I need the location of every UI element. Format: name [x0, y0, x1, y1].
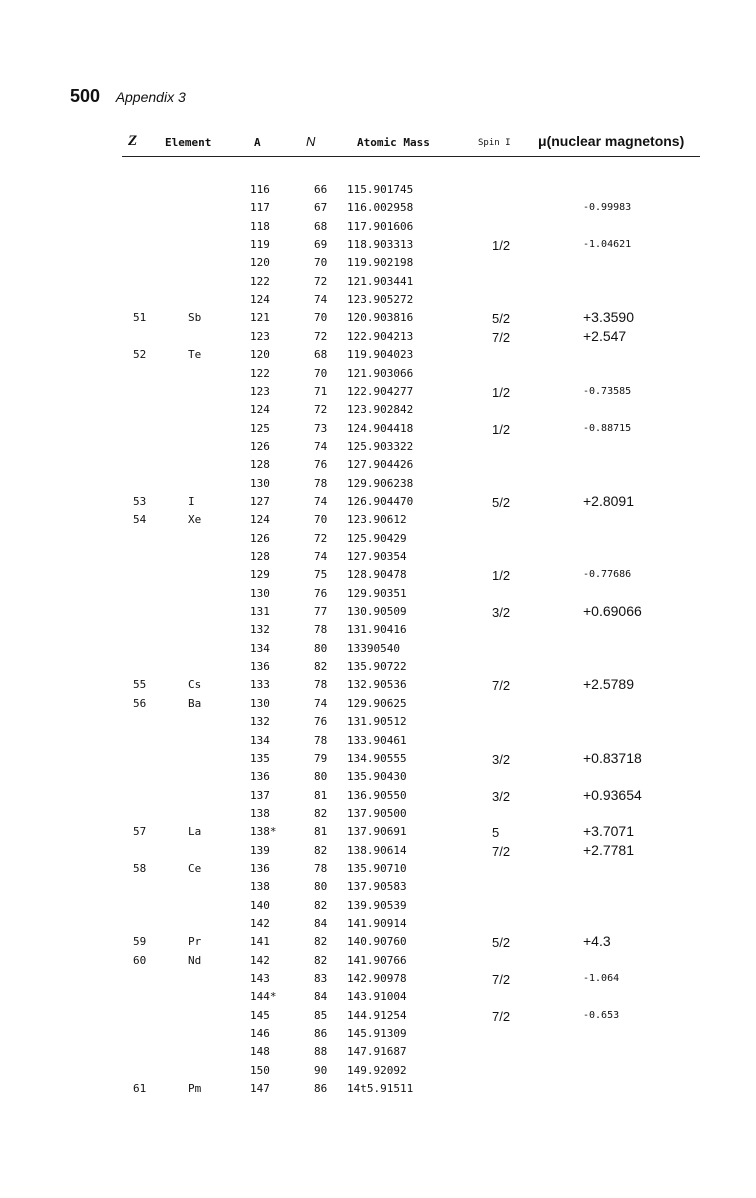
mass-number-cell: 144* [250, 990, 277, 1004]
atomic-mass-cell: 115.901745 [347, 183, 414, 196]
atomic-mass-cell: 118.903313 [347, 238, 414, 252]
atomic-number-cell: 56 [133, 696, 147, 710]
mass-number-cell: 131 [250, 605, 270, 619]
atomic-mass-cell: 129.906238 [347, 476, 414, 490]
table-row [0, 952, 756, 970]
neutron-number-cell: 80 [314, 880, 328, 894]
table-row [0, 438, 756, 456]
neutron-number-cell: 76 [314, 715, 328, 729]
col-header-n: N [306, 134, 316, 149]
mass-number-cell: 124 [250, 293, 270, 307]
neutron-number-cell: 88 [314, 1045, 328, 1059]
magnetic-moment-cell: +0.69066 [583, 603, 642, 620]
spin-cell: 3/2 [492, 751, 511, 767]
mass-number-cell: 136 [250, 660, 270, 674]
mass-number-cell: 141 [250, 935, 270, 949]
spin-cell: 1/2 [492, 238, 511, 254]
atomic-mass-cell: 140.90760 [347, 935, 407, 949]
col-header-a: A [254, 136, 261, 149]
neutron-number-cell: 85 [314, 1008, 328, 1022]
atomic-number-cell: 53 [133, 494, 147, 508]
mass-number-cell: 123 [250, 384, 270, 398]
mass-number-cell: 123 [250, 329, 270, 343]
mass-number-cell: 128 [250, 550, 270, 563]
mass-number-cell: 150 [250, 1063, 270, 1077]
magnetic-moment-cell: +2.7781 [583, 841, 634, 858]
table-row [0, 750, 756, 768]
neutron-number-cell: 78 [314, 476, 328, 490]
neutron-number-cell: 76 [314, 586, 328, 600]
mass-number-cell: 136 [250, 861, 270, 875]
table-row [0, 1043, 756, 1061]
element-symbol-cell: Ce [188, 861, 202, 875]
mass-number-cell: 125 [250, 421, 270, 435]
mass-number-cell: 116 [250, 183, 270, 196]
element-symbol-cell: Te [188, 348, 202, 362]
atomic-mass-cell: 117.901606 [347, 219, 414, 233]
mass-number-cell: 130 [250, 476, 270, 490]
mass-number-cell: 126 [250, 439, 270, 453]
table-row [0, 805, 756, 823]
neutron-number-cell: 84 [314, 917, 328, 930]
spin-cell: 7/2 [492, 678, 511, 694]
mass-number-cell: 137 [250, 788, 270, 802]
element-symbol-cell: Nd [188, 953, 202, 967]
neutron-number-cell: 82 [314, 806, 328, 820]
atomic-number-cell: 51 [133, 311, 147, 325]
mass-number-cell: 122 [250, 274, 270, 288]
atomic-mass-cell: 137.90583 [347, 880, 407, 894]
page-header [70, 86, 186, 107]
magnetic-moment-cell: +2.8091 [583, 492, 634, 509]
atomic-mass-cell: 141.90766 [347, 953, 407, 967]
neutron-number-cell: 74 [314, 494, 328, 508]
mass-number-cell: 120 [250, 256, 270, 270]
mass-number-cell: 136 [250, 770, 270, 784]
mass-number-cell: 147 [250, 1082, 270, 1096]
spin-cell: 7/2 [492, 329, 511, 345]
element-symbol-cell: Pm [188, 1082, 202, 1096]
table-row [0, 842, 756, 860]
spin-cell: 1/2 [492, 384, 511, 400]
mass-number-cell: 140 [250, 898, 270, 912]
magnetic-moment-cell: -0.88715 [583, 422, 632, 434]
atomic-number-cell: 60 [133, 953, 147, 967]
spin-cell: 1/2 [492, 568, 511, 584]
table-row [0, 713, 756, 731]
atomic-mass-cell: 144.91254 [347, 1008, 407, 1022]
atomic-mass-cell: 14t5.91511 [347, 1082, 414, 1096]
atomic-mass-cell: 129.90625 [347, 696, 407, 710]
table-row [0, 493, 756, 511]
neutron-number-cell: 78 [314, 733, 328, 747]
spin-cell: 1/2 [492, 421, 511, 437]
atomic-mass-cell: 132.90536 [347, 678, 407, 692]
atomic-mass-cell: 119.902198 [347, 256, 414, 270]
table-row [0, 1080, 756, 1098]
mass-number-cell: 120 [250, 348, 270, 362]
mass-number-cell: 145 [250, 1008, 270, 1022]
spin-cell: 5/2 [492, 311, 511, 327]
table-row [0, 658, 756, 676]
mass-number-cell: 130 [250, 586, 270, 600]
table-row [0, 585, 756, 603]
table-row [0, 1062, 756, 1080]
neutron-number-cell: 72 [314, 329, 328, 343]
col-header-magnetic-moment: μ(nuclear magnetons) [538, 133, 685, 149]
atomic-mass-cell: 123.902842 [347, 403, 414, 417]
table-row [0, 456, 756, 474]
atomic-mass-cell: 133.90461 [347, 733, 407, 747]
mass-number-cell: 139 [250, 843, 270, 857]
atomic-mass-cell: 128.90478 [347, 568, 407, 582]
atomic-mass-cell: 127.904426 [347, 458, 414, 472]
atomic-mass-cell: 141.90914 [347, 917, 407, 930]
table-row [0, 915, 756, 933]
table-row [0, 328, 756, 346]
neutron-number-cell: 82 [314, 898, 328, 912]
mass-number-cell: 124 [250, 403, 270, 417]
spin-cell: 7/2 [492, 972, 511, 988]
table-row [0, 603, 756, 621]
table-row [0, 548, 756, 566]
table-row [0, 695, 756, 713]
spin-cell: 3/2 [492, 788, 511, 804]
col-header-spin: Spin I [478, 138, 511, 148]
table-row [0, 346, 756, 364]
magnetic-moment-cell: +4.3 [583, 933, 611, 950]
neutron-number-cell: 66 [314, 183, 328, 196]
atomic-mass-cell: 137.90500 [347, 806, 407, 820]
atomic-mass-cell: 145.91309 [347, 1027, 407, 1041]
neutron-number-cell: 82 [314, 935, 328, 949]
magnetic-moment-cell: -0.653 [583, 1009, 620, 1021]
mass-number-cell: 135 [250, 751, 270, 765]
table-row [0, 365, 756, 383]
magnetic-moment-cell: -1.064 [583, 973, 620, 985]
magnetic-moment-cell: +2.547 [583, 327, 627, 344]
atomic-number-cell: 58 [133, 861, 147, 875]
neutron-number-cell: 70 [314, 311, 328, 325]
magnetic-moment-cell: +2.5789 [583, 676, 634, 693]
atomic-mass-cell: 135.90722 [347, 660, 407, 674]
element-symbol-cell: Sb [188, 311, 202, 325]
atomic-number-cell: 55 [133, 678, 147, 692]
page-title: Appendix 3 [115, 89, 186, 105]
atomic-mass-cell: 120.903816 [347, 311, 414, 325]
table-row [0, 988, 756, 1006]
mass-number-cell: 133 [250, 678, 270, 692]
table-row [0, 530, 756, 548]
table-row [0, 860, 756, 878]
neutron-number-cell: 81 [314, 825, 328, 839]
atomic-mass-cell: 119.904023 [347, 348, 414, 362]
table-row [0, 383, 756, 401]
atomic-mass-cell: 130.90509 [347, 605, 407, 619]
table-row [0, 970, 756, 988]
magnetic-moment-cell: +3.7071 [583, 823, 634, 840]
table-row [0, 420, 756, 438]
atomic-mass-cell: 125.903322 [347, 439, 414, 453]
mass-number-cell: 127 [250, 494, 270, 508]
table-row [0, 401, 756, 419]
neutron-number-cell: 86 [314, 1027, 328, 1041]
spin-cell: 3/2 [492, 605, 511, 621]
table-row [0, 878, 756, 896]
atomic-mass-cell: 139.90539 [347, 898, 407, 912]
table-row [0, 181, 756, 199]
table-row [0, 475, 756, 493]
neutron-number-cell: 75 [314, 568, 328, 582]
atomic-mass-cell: 116.002958 [347, 201, 414, 215]
table-row [0, 676, 756, 694]
mass-number-cell: 132 [250, 715, 270, 729]
neutron-number-cell: 80 [314, 770, 328, 784]
table-row [0, 511, 756, 529]
mass-number-cell: 138* [250, 825, 277, 839]
atomic-mass-cell: 135.90430 [347, 770, 407, 784]
element-symbol-cell: I [188, 494, 195, 508]
spin-cell: 5 [492, 825, 500, 841]
mass-number-cell: 143 [250, 972, 270, 986]
table-row [0, 640, 756, 658]
magnetic-moment-cell: +3.3590 [583, 309, 634, 326]
mass-number-cell: 128 [250, 458, 270, 472]
atomic-mass-cell: 121.903066 [347, 366, 414, 380]
atomic-number-cell: 59 [133, 935, 147, 949]
atomic-mass-cell: 137.90691 [347, 825, 407, 839]
neutron-number-cell: 76 [314, 458, 328, 472]
table-row [0, 621, 756, 639]
neutron-number-cell: 82 [314, 843, 328, 857]
neutron-number-cell: 78 [314, 678, 328, 692]
table-row [0, 309, 756, 327]
neutron-number-cell: 73 [314, 421, 328, 435]
atomic-mass-cell: 142.90978 [347, 972, 407, 986]
atomic-mass-cell: 135.90710 [347, 861, 407, 875]
col-header-element: Element [165, 136, 212, 149]
element-symbol-cell: Ba [188, 696, 202, 710]
neutron-number-cell: 80 [314, 641, 328, 655]
neutron-number-cell: 77 [314, 605, 328, 619]
atomic-mass-cell: 123.90612 [347, 513, 407, 527]
element-symbol-cell: Xe [188, 513, 202, 527]
table-row [0, 218, 756, 236]
mass-number-cell: 138 [250, 806, 270, 820]
col-header-atomic-mass: Atomic Mass [357, 136, 430, 149]
mass-number-cell: 130 [250, 696, 270, 710]
neutron-number-cell: 74 [314, 550, 328, 563]
spin-cell: 5/2 [492, 494, 511, 510]
table-row [0, 199, 756, 217]
spin-cell: 7/2 [492, 843, 511, 859]
mass-number-cell: 121 [250, 311, 270, 325]
mass-number-cell: 134 [250, 733, 270, 747]
table-row [0, 273, 756, 291]
mass-number-cell: 118 [250, 219, 270, 233]
neutron-number-cell: 71 [314, 384, 328, 398]
atomic-mass-cell: 127.90354 [347, 550, 407, 563]
magnetic-moment-cell: -0.73585 [583, 385, 632, 397]
neutron-number-cell: 90 [314, 1063, 328, 1077]
table-row [0, 823, 756, 841]
table-row [0, 897, 756, 915]
header-rule [122, 156, 700, 157]
atomic-mass-cell: 147.91687 [347, 1045, 407, 1059]
mass-number-cell: 132 [250, 623, 270, 637]
atomic-mass-cell: 136.90550 [347, 788, 407, 802]
table-row [0, 933, 756, 951]
neutron-number-cell: 70 [314, 256, 328, 270]
mass-number-cell: 117 [250, 201, 270, 215]
neutron-number-cell: 74 [314, 293, 328, 307]
neutron-number-cell: 67 [314, 201, 328, 215]
neutron-number-cell: 68 [314, 219, 328, 233]
spin-cell: 5/2 [492, 935, 511, 951]
atomic-mass-cell: 138.90614 [347, 843, 407, 857]
atomic-number-cell: 54 [133, 513, 147, 527]
mass-number-cell: 122 [250, 366, 270, 380]
atomic-mass-cell: 123.905272 [347, 293, 414, 307]
element-symbol-cell: Cs [188, 678, 202, 692]
neutron-number-cell: 82 [314, 953, 328, 967]
magnetic-moment-cell: -0.99983 [583, 202, 632, 214]
atomic-mass-cell: 131.90416 [347, 623, 407, 637]
element-symbol-cell: Pr [188, 935, 202, 949]
atomic-number-cell: 52 [133, 348, 147, 362]
neutron-number-cell: 82 [314, 660, 328, 674]
table-row [0, 291, 756, 309]
neutron-number-cell: 72 [314, 274, 328, 288]
table-row [0, 254, 756, 272]
table-row [0, 566, 756, 584]
table-row [0, 236, 756, 254]
atomic-mass-cell: 131.90512 [347, 715, 407, 729]
neutron-number-cell: 74 [314, 439, 328, 453]
mass-number-cell: 148 [250, 1045, 270, 1059]
mass-number-cell: 142 [250, 953, 270, 967]
magnetic-moment-cell: -1.04621 [583, 239, 632, 251]
mass-number-cell: 138 [250, 880, 270, 894]
mass-number-cell: 142 [250, 917, 270, 930]
element-symbol-cell: La [188, 825, 202, 839]
table-row [0, 787, 756, 805]
atomic-number-cell: 57 [133, 825, 147, 839]
atomic-mass-cell: 134.90555 [347, 751, 407, 765]
atomic-mass-cell: 129.90351 [347, 586, 407, 600]
mass-number-cell: 126 [250, 531, 270, 545]
neutron-number-cell: 74 [314, 696, 328, 710]
neutron-number-cell: 83 [314, 972, 328, 986]
magnetic-moment-cell: -0.77686 [583, 569, 632, 581]
mass-number-cell: 134 [250, 641, 270, 655]
atomic-mass-cell: 13390540 [347, 641, 400, 655]
neutron-number-cell: 84 [314, 990, 328, 1004]
neutron-number-cell: 79 [314, 751, 328, 765]
neutron-number-cell: 68 [314, 348, 328, 362]
atomic-mass-cell: 122.904277 [347, 384, 414, 398]
atomic-mass-cell: 122.904213 [347, 329, 414, 343]
page-number: 500 [70, 86, 101, 106]
table-row [0, 768, 756, 786]
atomic-number-cell: 61 [133, 1082, 147, 1096]
table-row [0, 732, 756, 750]
neutron-number-cell: 69 [314, 238, 328, 252]
atomic-mass-cell: 126.904470 [347, 494, 414, 508]
neutron-number-cell: 72 [314, 531, 328, 545]
magnetic-moment-cell: +0.93654 [583, 786, 642, 803]
neutron-number-cell: 81 [314, 788, 328, 802]
table-row [0, 1025, 756, 1043]
col-header-z: Z [128, 133, 138, 149]
mass-number-cell: 146 [250, 1027, 270, 1041]
spin-cell: 7/2 [492, 1008, 511, 1024]
atomic-mass-cell: 124.904418 [347, 421, 414, 435]
atomic-mass-cell: 121.903441 [347, 274, 414, 288]
atomic-mass-cell: 143.91004 [347, 990, 407, 1004]
neutron-number-cell: 72 [314, 403, 328, 417]
neutron-number-cell: 70 [314, 366, 328, 380]
magnetic-moment-cell: +0.83718 [583, 749, 642, 766]
mass-number-cell: 129 [250, 568, 270, 582]
mass-number-cell: 124 [250, 513, 270, 527]
neutron-number-cell: 78 [314, 861, 328, 875]
mass-number-cell: 119 [250, 238, 270, 252]
atomic-mass-cell: 125.90429 [347, 531, 407, 545]
neutron-number-cell: 70 [314, 513, 328, 527]
neutron-number-cell: 86 [314, 1082, 328, 1096]
atomic-mass-cell: 149.92092 [347, 1063, 407, 1077]
table-row [0, 1007, 756, 1025]
neutron-number-cell: 78 [314, 623, 328, 637]
